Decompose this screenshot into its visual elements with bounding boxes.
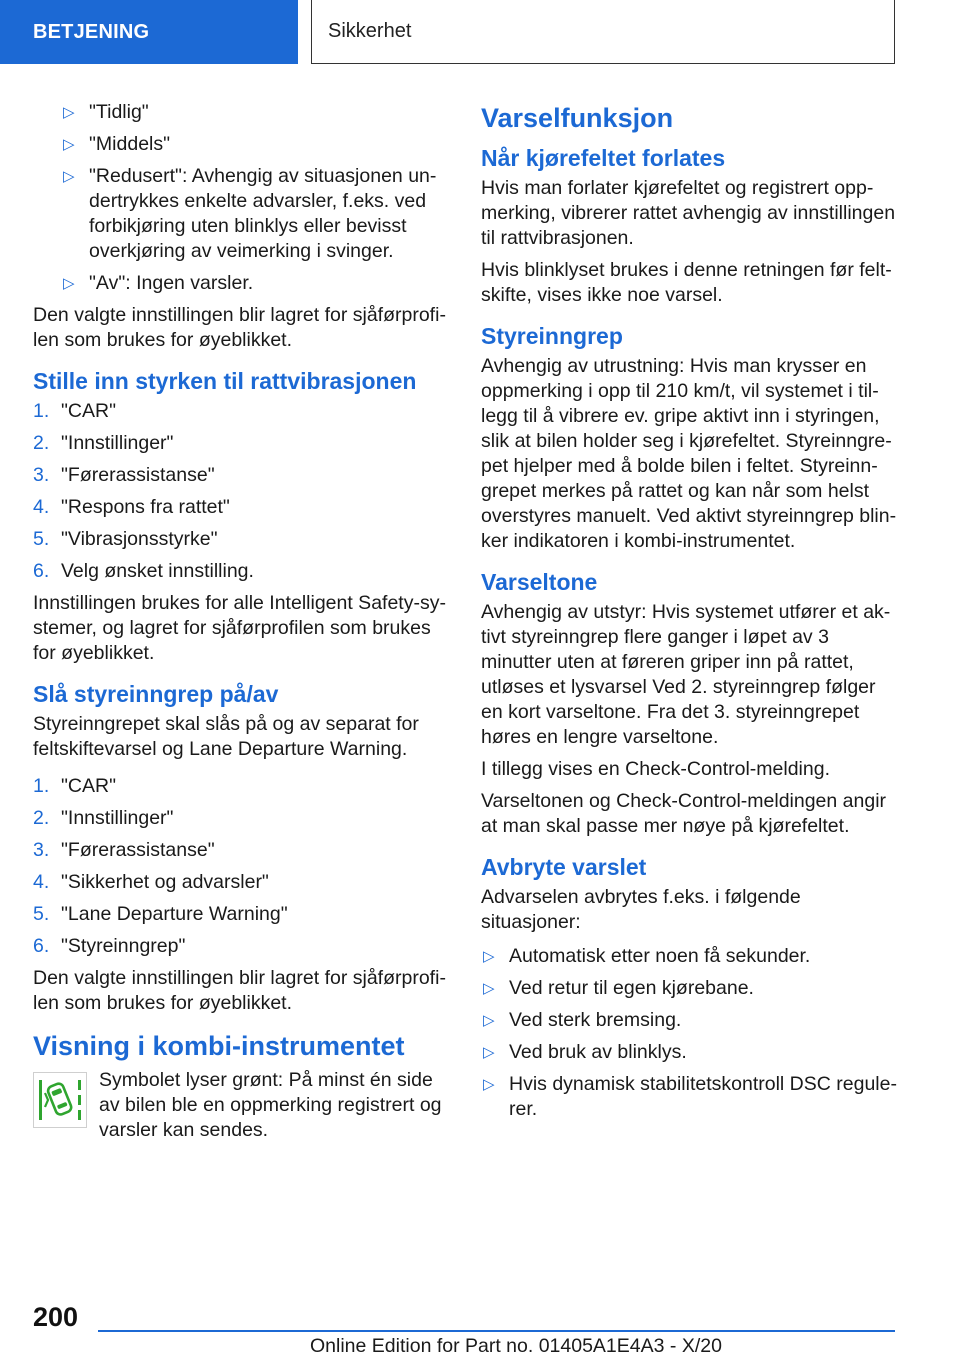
indicator-description: Symbolet lyser grønt: På minst én side av bilen ble en oppmerking registrert og varsler kan sendes. <box>99 1069 442 1141</box>
heading-warning-function: Varselfunksjon <box>481 103 674 133</box>
section-label: BETJENING <box>33 20 150 43</box>
step-item: 2. "Innstillinger" <box>33 432 174 454</box>
list-item: ▷ "Redusert": Avhengig av situasjonen undertrykkes enkelte advarsler, f.eks. ved forbikjøring uten blinklys eller bevisst overkjøring av veimerking i svinger. <box>63 165 437 262</box>
step-item: 4. "Respons fra rattet" <box>33 496 230 518</box>
paragraph: Avhengig av utstyr: Hvis systemet utfører et aktivt styreinngrep flere ganger i løpet av 3 minutter uten at føreren griper inn på rattet, utløses et lysvarsel Ved 2. styreinngrep følger en kort varseltone. Fra det 3. styreinngrepet høres en lengre varseltone. <box>481 601 891 748</box>
triangle-bullet-icon: ▷ <box>483 1076 495 1093</box>
indicator-row <box>33 1068 451 1143</box>
section-tab <box>0 0 298 64</box>
step-item: 4. "Sikkerhet og advarsler" <box>33 871 269 893</box>
step-item: 1. "CAR" <box>33 400 117 422</box>
paragraph: Den valgte innstillingen blir lagret for sjåførprofilen som brukes for øyeblikket. <box>33 304 446 351</box>
step-item: 5. "Vibrasjonsstyrke" <box>33 528 218 550</box>
heading-lane-leaving: Når kjørefeltet forlates <box>481 145 726 171</box>
list-item: ▷ Hvis dynamisk stabilitetskontroll DSC regulerer. <box>483 1073 897 1120</box>
triangle-bullet-icon: ▷ <box>483 1012 495 1029</box>
left-column <box>33 100 451 1143</box>
triangle-bullet-icon: ▷ <box>63 275 75 292</box>
heading-steering-intervention: Styreinngrep <box>481 323 623 349</box>
footer-edition: Online Edition for Part no. 01405A1E4A3 - X/20 <box>310 1335 722 1357</box>
paragraph: Styreinngrepet skal slås på og av separat for feltskiftevarsel og Lane Departure Warning. <box>33 713 419 760</box>
list-item: ▷ Ved bruk av blinklys. <box>483 1041 687 1063</box>
step-item: 3. "Førerassistanse" <box>33 839 215 861</box>
step-item: 6. "Styreinngrep" <box>33 935 186 957</box>
step-item: 3. "Førerassistanse" <box>33 464 215 486</box>
heading-steering-toggle: Slå styreinngrep på/av <box>33 681 279 707</box>
paragraph: Advarselen avbrytes f.eks. i følgende situasjoner: <box>481 886 801 933</box>
list-item: ▷ "Tidlig" <box>63 101 149 123</box>
list-item: ▷ Ved retur til egen kjørebane. <box>483 977 754 999</box>
paragraph: Avhengig av utrustning: Hvis man krysser en oppmerking i opp til 210 km/t, vil systemet i tillegg til å vibrere ev. gripe aktivt inn i styringen, slik at bilen holder seg i kjørefeltet. Styreinngrepet hjelper med å bolde bilen i feltet. Styreinngrepet merkes på rattet og kan når som helst overstyres manuelt. Ved aktivt styreinngrep blinker indikatoren i kombi-instrumentet. <box>481 355 897 552</box>
step-item: 5. "Lane Departure Warning" <box>33 903 288 925</box>
paragraph: Den valgte innstillingen blir lagret for sjåførprofilen som brukes for øyeblikket. <box>33 967 446 1014</box>
step-item: 1. "CAR" <box>33 775 117 797</box>
paragraph: Hvis blinklyset brukes i denne retningen før feltskifte, vises ikke noe varsel. <box>481 259 892 306</box>
step-item: 2. "Innstillinger" <box>33 807 174 829</box>
paragraph: I tillegg vises en Check-Control-melding. <box>481 758 830 780</box>
page-number: 200 <box>33 1302 79 1332</box>
list-item: ▷ Automatisk etter noen få sekunder. <box>483 945 811 967</box>
heading-warning-tone: Varseltone <box>481 569 598 595</box>
right-column <box>481 100 899 1129</box>
list-item: ▷ "Middels" <box>63 133 171 155</box>
chapter-title-text: Sikkerhet <box>328 20 412 42</box>
chapter-title <box>311 0 895 64</box>
list-item: ▷ "Av": Ingen varsler. <box>63 272 254 294</box>
paragraph: Innstillingen brukes for alle Intelligent Safety-systemer, og lagret for sjåførprofilen som brukes for øyeblikket. <box>33 592 446 664</box>
heading-vibration-strength: Stille inn styrken til rattvibrasjonen <box>33 368 417 394</box>
triangle-bullet-icon: ▷ <box>63 104 75 121</box>
lane-departure-icon <box>33 1072 87 1128</box>
triangle-bullet-icon: ▷ <box>483 980 495 997</box>
triangle-bullet-icon: ▷ <box>483 948 495 965</box>
triangle-bullet-icon: ▷ <box>483 1044 495 1061</box>
heading-cancel-warning: Avbryte varslet <box>481 854 647 880</box>
triangle-bullet-icon: ▷ <box>63 136 75 153</box>
triangle-bullet-icon: ▷ <box>63 168 75 185</box>
paragraph: Varseltonen og Check-Control-meldingen angir at man skal passe mer nøye på kjørefeltet. <box>481 790 887 837</box>
paragraph: Hvis man forlater kjørefeltet og registrert oppmerking, vibrerer rattet avhengig av innstillingen til rattvibrasjonen. <box>481 177 896 249</box>
heading-instrument-display: Visning i kombi-instrumentet <box>33 1031 405 1061</box>
footer-divider <box>98 1330 895 1332</box>
step-item: 6. Velg ønsket innstilling. <box>33 560 254 582</box>
list-item: ▷ Ved sterk bremsing. <box>483 1009 682 1031</box>
